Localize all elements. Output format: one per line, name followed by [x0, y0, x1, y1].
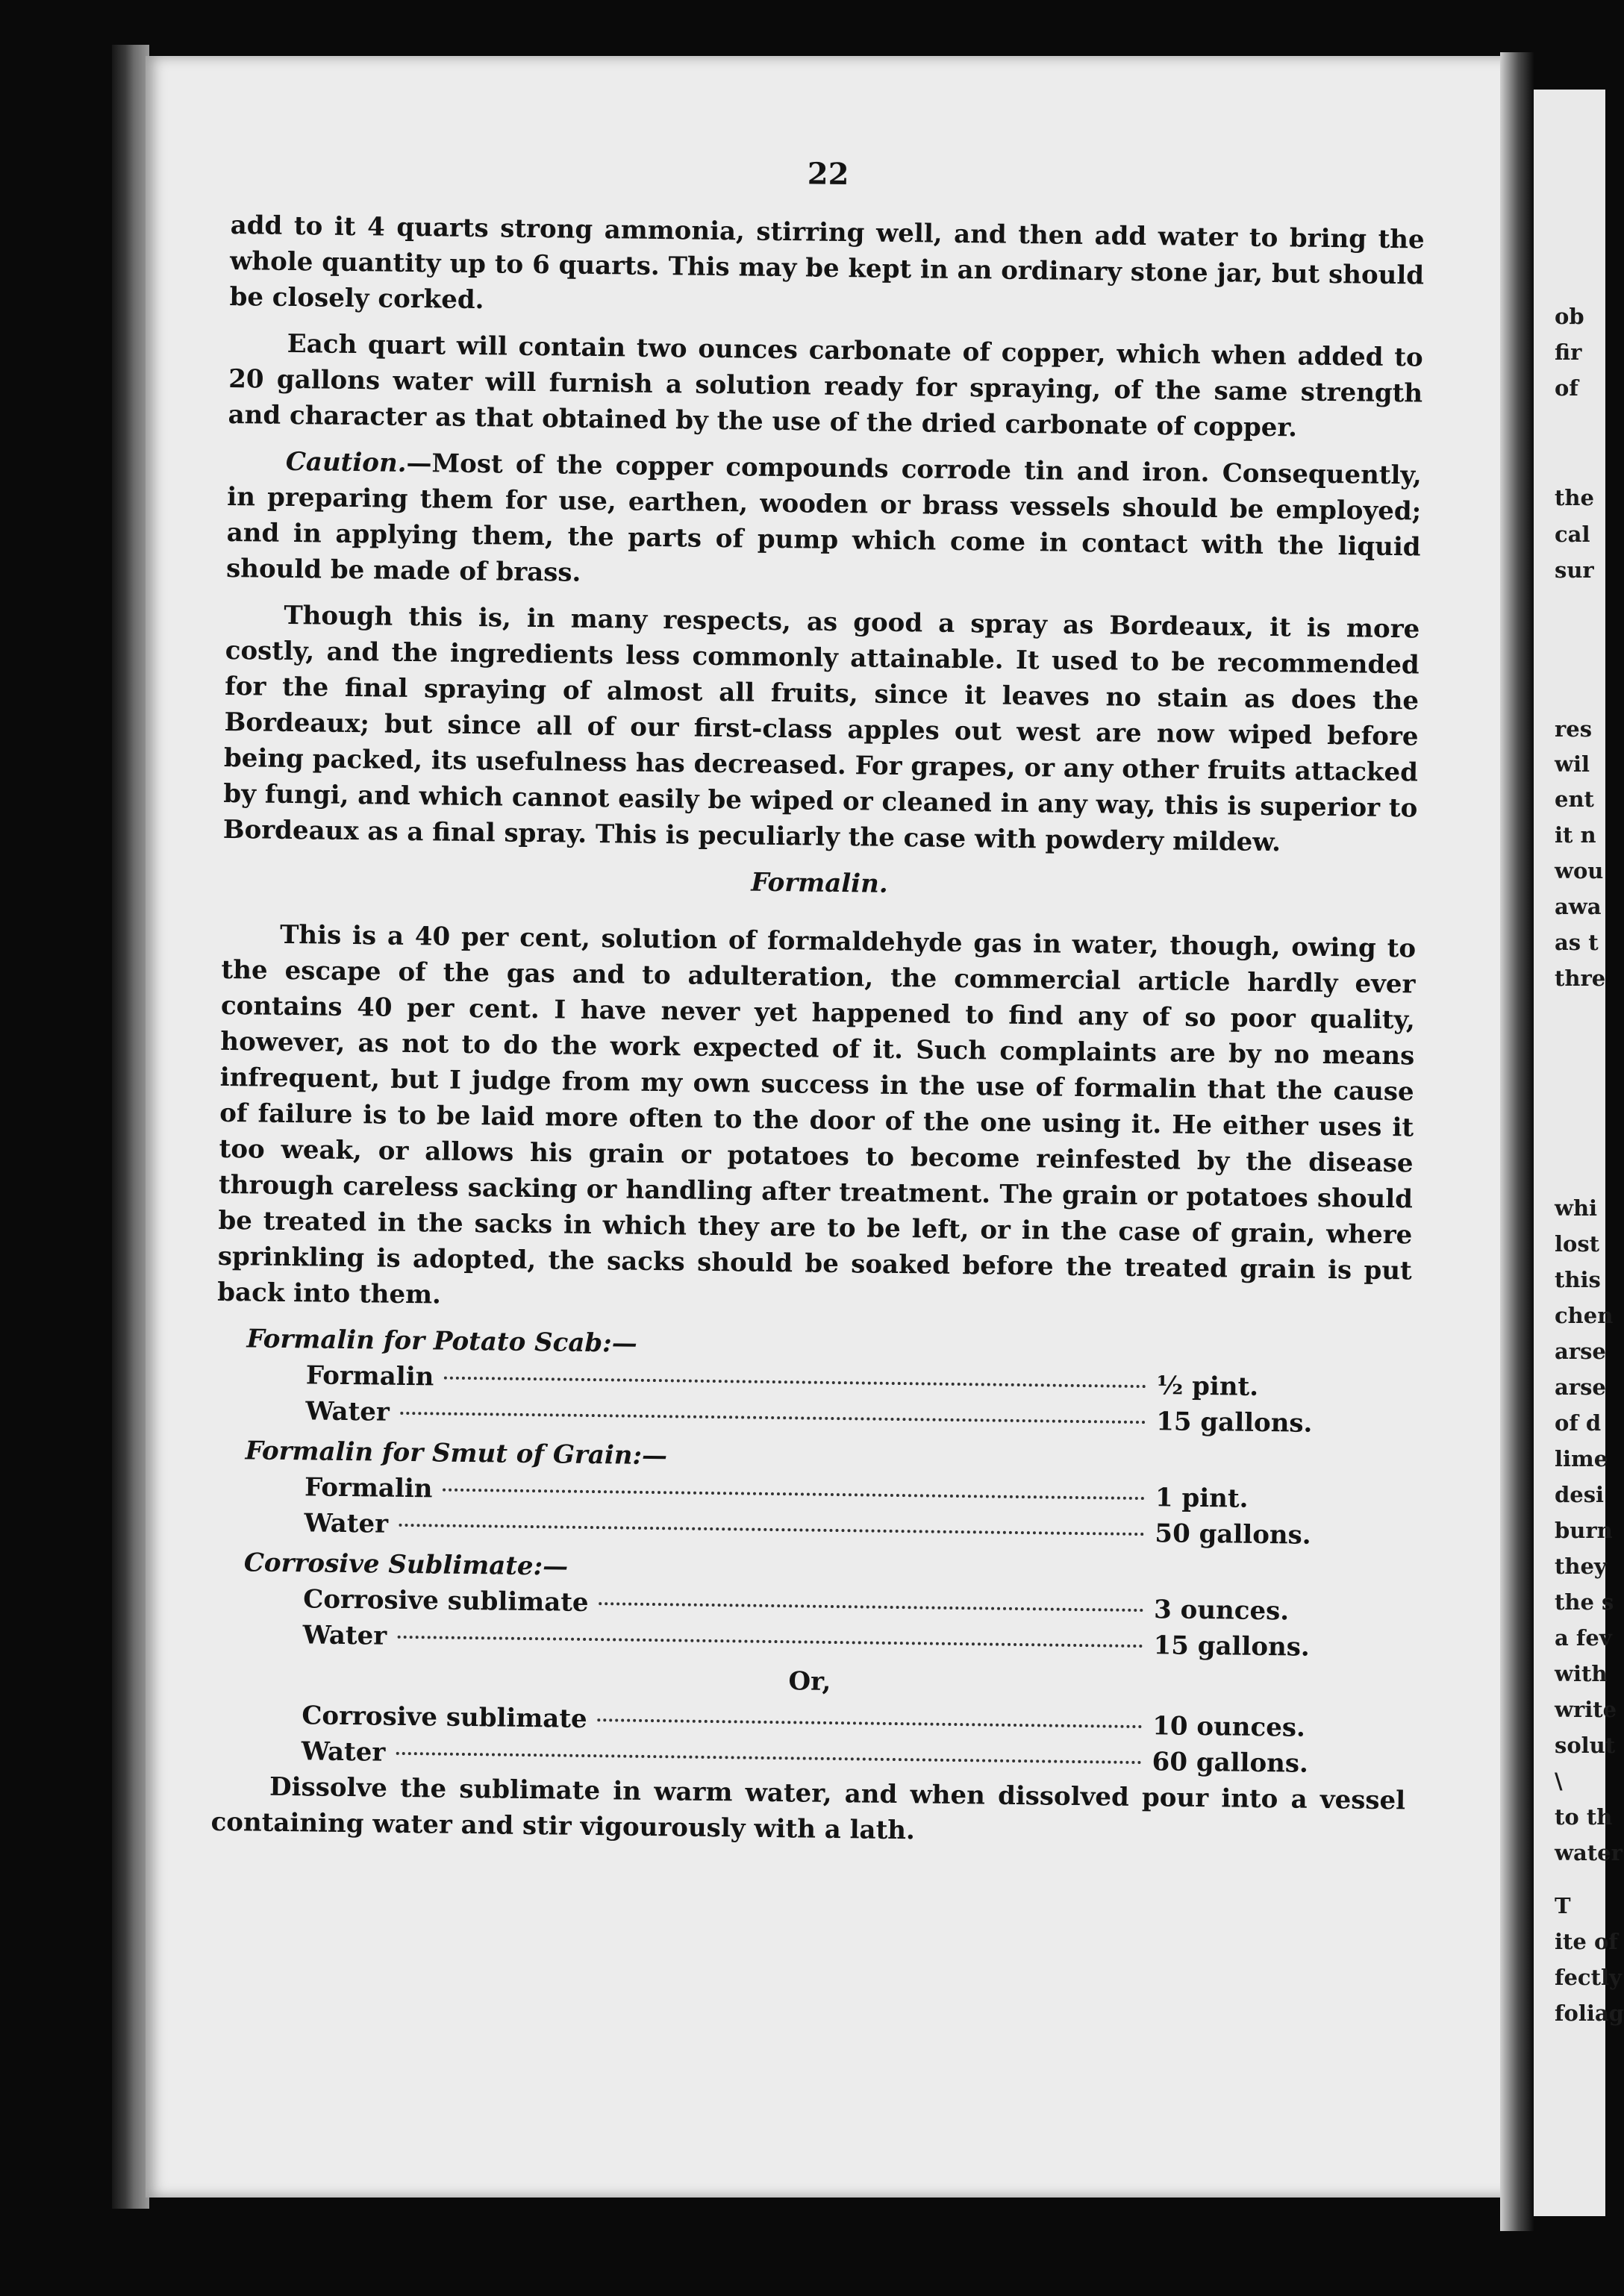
recipe-ingredient: Water	[304, 1508, 389, 1539]
facing-page-fragment: res	[1555, 716, 1593, 742]
recipe-ingredient: Formalin	[304, 1472, 433, 1504]
paragraph-carbonate: Each quart will contain two ounces carbonate of copper, which when added to 20 gallons water will furnish a solution ready for spraying, of the same strength and character as that obtained by the use of the dried carbonate of copper.	[228, 328, 1423, 443]
facing-page-fragment: \	[1555, 1768, 1563, 1794]
recipe-ingredient: Corrosive sublimate	[303, 1584, 589, 1618]
caution-text: —Most of the copper compounds corrode tin and iron. Consequently, in preparing them for use, earthen, wooden or brass vessels should be employed; and in applying them, the parts of pump which come in contact with the liquid should be made of brass.	[225, 448, 1422, 588]
facing-page-fragment: fectly	[1555, 1965, 1622, 1990]
recipe-title-corrosive: Corrosive Sublimate:—	[243, 1548, 569, 1582]
dot-leader	[444, 1377, 1146, 1388]
facing-page-fragment: awa	[1555, 894, 1602, 919]
recipe-ingredient: Water	[301, 1736, 386, 1768]
facing-page-fragment: thre	[1555, 966, 1606, 991]
recipe-title-smut: Formalin for Smut of Grain:—	[245, 1436, 668, 1471]
facing-page-fragment: lost	[1555, 1231, 1600, 1257]
paragraph-formalin: This is a 40 per cent, solution of formaldehyde gas in water, though, owing to the escape of the gas and to adulteration, the commercial article hardly ever contains 40 per cent. I have never yet happened to find any of so poor quality, however, as not to do the work expected of it. Such complaints are by no means infrequent, but I judge from my own success in the use of formalin that the cause of failure is to be laid more often to the door of the one using it. He either uses it too weak, or allows his grain or potatoes to become reinfested by the disease through careless sacking or handling after treatment. The grain or potatoes should be treated in the sacks in which they are to be left, or in the case of grain, where sprinkling is adopted, the sacks should be soaked before the treated grain is put back into them.	[217, 919, 1417, 1310]
dot-leader	[400, 1412, 1146, 1424]
dot-leader	[443, 1489, 1145, 1500]
facing-page-fragment: arse	[1555, 1339, 1606, 1364]
facing-page-fragment: wil	[1555, 751, 1590, 777]
paragraph-ammonia: add to it 4 quarts strong ammonia, stirring well, and then add water to bring the whole quantity up to 6 quarts. This may be kept in an ordinary stone jar, but should be closely corked.	[229, 210, 1425, 316]
facing-page-fragment: to th	[1555, 1804, 1613, 1830]
facing-page-fragment: water	[1555, 1840, 1623, 1865]
recipe-quantity: 15 gallons.	[1156, 1407, 1313, 1439]
dot-leader	[397, 1636, 1143, 1648]
facing-page-fragment: wou	[1555, 858, 1604, 883]
recipe-ingredient: Water	[305, 1396, 390, 1427]
facing-page-fragment: arse	[1555, 1374, 1606, 1400]
facing-page-fragment: as t	[1555, 930, 1599, 955]
facing-page-fragment: desi	[1555, 1482, 1605, 1507]
dot-leader	[396, 1752, 1141, 1764]
recipe-ingredient: Formalin	[305, 1360, 434, 1392]
recipe-quantity: 15 gallons.	[1153, 1630, 1310, 1662]
facing-page-fragment: lime	[1555, 1446, 1608, 1471]
facing-page-fragment: a fev	[1555, 1625, 1612, 1651]
facing-page-fragment: of	[1555, 375, 1578, 401]
dot-leader	[399, 1524, 1144, 1536]
facing-page-fragment: solut	[1555, 1733, 1616, 1758]
facing-page-fragment: whi	[1555, 1195, 1598, 1221]
facing-page-fragment: write	[1555, 1697, 1617, 1722]
facing-page	[1534, 90, 1624, 2216]
paragraph-bordeaux: Though this is, in many respects, as good a spray as Bordeaux, it is more costly, and the ingredients less commonly attainable. It used to be recommended for the final spraying of almost all fruits, since it leaves no stain as does the Bordeaux; but since all of our first-class apples out west are now wiped before being packed, its usefulness has decreased. For grapes, or any other fruits attacked by fungi, and which cannot easily be wiped or cleaned in any way, this is superior to Bordeaux as a final spray. This is peculiarly the case with powdery mildew.	[222, 600, 1420, 858]
recipe-title-potato-scab: Formalin for Potato Scab:—	[246, 1324, 637, 1359]
facing-page-fragment: cal	[1555, 522, 1590, 547]
facing-page-fragment: of d	[1555, 1410, 1602, 1436]
facing-page-fragment: they	[1555, 1554, 1607, 1579]
facing-page-fragment: sur	[1555, 557, 1594, 583]
recipe-quantity: 60 gallons.	[1152, 1747, 1309, 1779]
recipe-ingredient: Water	[302, 1620, 387, 1651]
recipe-ingredient: Corrosive sublimate	[302, 1701, 587, 1734]
facing-page-fragment: with	[1555, 1661, 1608, 1686]
dot-leader	[599, 1602, 1144, 1612]
facing-page-fragment: chen	[1555, 1303, 1614, 1328]
facing-page-fragment: fir	[1555, 340, 1582, 365]
recipe-quantity: 10 ounces.	[1152, 1711, 1306, 1743]
facing-page-fragment: ob	[1555, 304, 1584, 329]
facing-page-fragment: T	[1555, 1893, 1571, 1918]
recipe-quantity: ½ pint.	[1156, 1371, 1259, 1402]
page-text	[210, 149, 1425, 1865]
caution-label: Caution.	[285, 446, 407, 478]
book-binding-edge	[112, 45, 149, 2209]
facing-page-fragment: ent	[1555, 786, 1594, 812]
facing-page-fragment: ite of	[1555, 1929, 1618, 1954]
recipe-quantity: 3 ounces.	[1153, 1595, 1290, 1627]
dot-leader	[598, 1718, 1143, 1728]
facing-page-fragment: the s	[1555, 1589, 1614, 1615]
recipe-quantity: 50 gallons.	[1155, 1518, 1311, 1551]
facing-page-fragment: this	[1555, 1267, 1601, 1292]
facing-page-fragment: foliag	[1555, 2001, 1624, 2026]
facing-page-fragment: burn	[1555, 1518, 1613, 1543]
recipe-quantity: 1 pint.	[1155, 1483, 1249, 1514]
paragraph-caution	[226, 443, 1422, 601]
facing-page-fragment: it n	[1555, 822, 1596, 848]
book-gutter	[1500, 52, 1534, 2231]
or-separator: Or,	[788, 1666, 831, 1697]
section-heading-formalin: Formalin.	[751, 867, 888, 899]
paragraph-dissolve: Dissolve the sublimate in warm water, and when dissolved pour into a vessel containing water and stir vigourously with a lath.	[210, 1771, 1406, 1846]
facing-page-fragment: the	[1555, 485, 1594, 510]
page-number: 22	[807, 156, 849, 193]
